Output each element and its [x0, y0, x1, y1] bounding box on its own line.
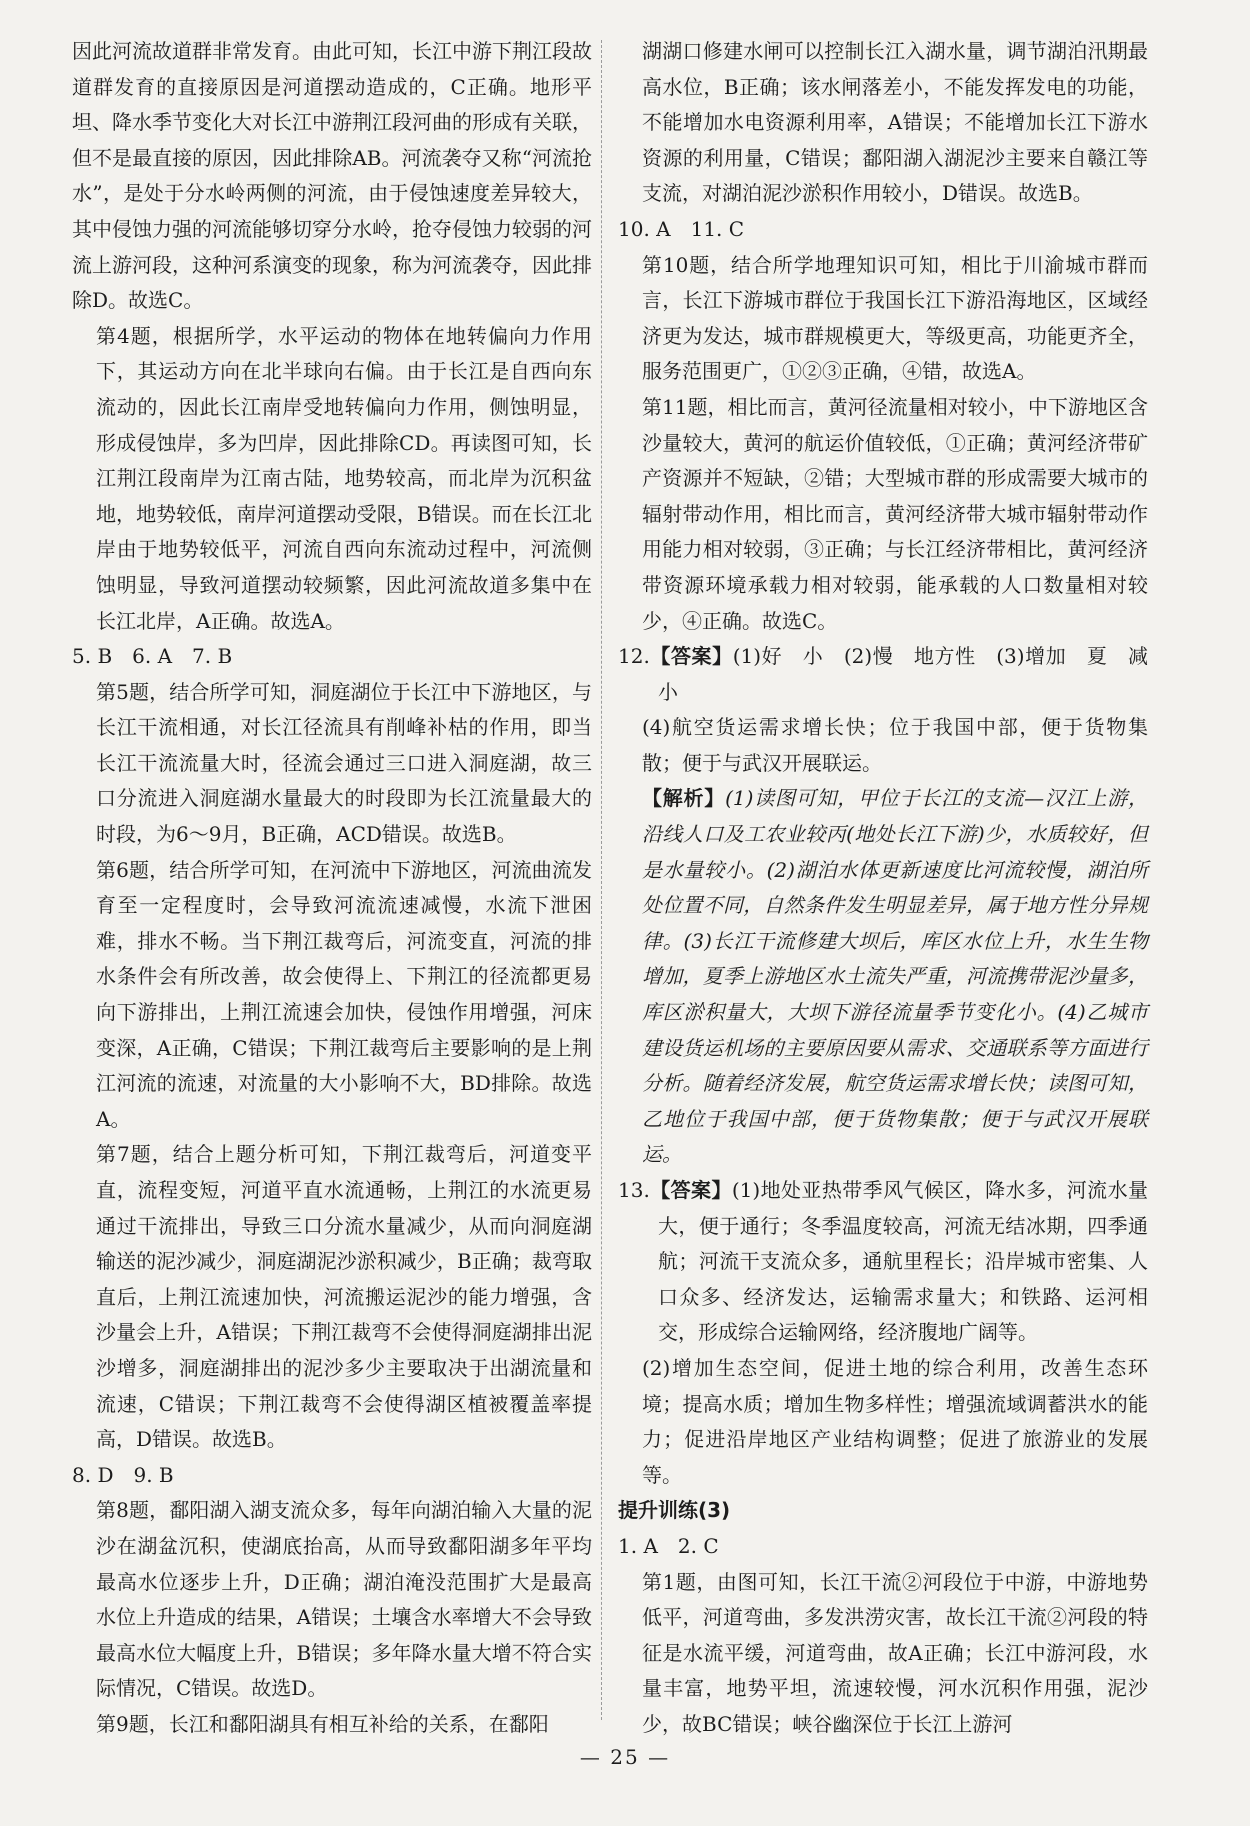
column-divider: [601, 40, 602, 1720]
analysis-tag: 【解析】: [642, 786, 726, 811]
answer-tag: 【答案】: [649, 1178, 732, 1202]
paragraph: 第7题，结合上题分析可知，下荆江裁弯后，河道变平直，流程变短，河道平直水流通畅，上荆江的水流更易通过干流排出，导致三口分流水量减少，从而向洞庭湖输送的泥沙减少，洞庭湖泥沙淤积减少，B正确；裁弯取直后，上荆江流速加快，河流搬运泥沙的能力增强，含沙量会上升，A错误；下荆江裁弯不会使得洞庭湖排出泥沙增多，洞庭湖排出的泥沙多少主要取决于出湖流量和流速，C错误；下荆江裁弯不会使得湖区植被覆盖率提高，D错误。故选B。: [96, 1142, 592, 1452]
paragraph: 第4题，根据所学，水平运动的物体在地转偏向力作用下，其运动方向在北半球向右偏。由于长江是自西向东流动的，因此长江南岸受地转偏向力作用，侧蚀明显，形成侵蚀岸，多为凹岸，因此排除CD。再读图可知，长江荆江段南岸为江南古陆，地势较高，而北岸为沉积盆地，地势较低，南岸河道摆动受限，B错误。而在长江北岸由于地势较低平，河流自西向东流动过程中，河流侧蚀明显，导致河道摆动较频繁，因此河流故道多集中在长江北岸，A正确。故选A。: [96, 323, 592, 633]
paragraph: 第9题，长江和鄱阳湖具有相互补给的关系，在鄱阳: [96, 1711, 549, 1736]
answer-tag: 【答案】: [649, 644, 733, 669]
left-column: [72, 34, 592, 1743]
answer-text: (1)好 小 (2)慢 地方性 (3)增加 夏 减小: [658, 644, 1148, 704]
paragraph: 第10题，结合所学地理知识可知，相比于川渝城市群而言，长江下游城市群位于我国长江下游沿海地区，区域经济更为发达，城市群规模更大，等级更高，功能更齐全，服务范围更广，①②③正确，④错，故选A。: [642, 252, 1148, 384]
paragraph: 第11题，相比而言，黄河径流量相对较小，中下游地区含沙量较大，黄河的航运价值较低，①正确；黄河经济带矿产资源并不短缺，②错；大型城市群的形成需要大城市的辐射带动作用，相比而言，黄河经济带大城市辐射带动作用能力相对较弱，③正确；与长江经济带相比，黄河经济带资源环境承载力相对较弱，能承载的人口数量相对较少，④正确。故选C。: [642, 394, 1148, 633]
paragraph: 湖湖口修建水闸可以控制长江入湖水量，调节湖泊汛期最高水位，B正确；该水闸落差小，不能发挥发电的功能，不能增加水电资源利用率，A错误；不能增加长江下游水资源的利用量，C错误；鄱阳湖入湖泥沙主要来自赣江等支流，对湖泊泥沙淤积作用较小，D错误。故选B。: [642, 39, 1148, 206]
analysis-paragraph: [618, 781, 1148, 1173]
right-column: [618, 34, 1148, 1743]
question-12-answer: [618, 639, 1148, 710]
analysis-text: (1)读图可知，甲位于长江的支流—汉江上游，沿线人口及工农业较丙(地处长江下游)少，水质较好，但是水量较小。(2)湖泊水体更新速度比河流较慢，湖泊所处位置不同，自然条件发生明显差异，属于地方性分异规律。(3)长江干流修建大坝后，库区水位上升，水生生物增加，夏季上游地区水土流失严重，河流携带泥沙量多，库区淤积量大，大坝下游径流量季节变化小。(4)乙城市建设货运机场的主要原因要从需求、交通联系等方面进行分析。随着经济发展，航空货运需求增长快；读图可知，乙地位于我国中部，便于货物集散；便于与武汉开展联运。: [642, 786, 1148, 1167]
page-number: — 25 —: [579, 1745, 671, 1769]
paragraph: 第6题，结合所学可知，在河流中下游地区，河流曲流发育至一定程度时，会导致河流流速减慢，水流下泄困难，排水不畅。当下荆江裁弯后，河流变直，河流的排水条件会有所改善，故会使得上、下荆江的径流都更易向下游排出，上荆江流速会加快，侵蚀作用增强，河床变深，A正确，C错误；下荆江裁弯后主要影响的是上荆江河流的流速，对流量的大小影响不大，BD排除。故选A。: [96, 857, 592, 1131]
paragraph: 第5题，结合所学可知，洞庭湖位于长江中下游地区，与长江干流相通，对长江径流具有削峰补枯的作用，即当长江干流流量大时，径流会通过三口进入洞庭湖，故三口分流进入洞庭湖水量最大的时段即为长江流量最大的时段，为6～9月，B正确，ACD错误。故选B。: [96, 679, 592, 847]
answer-text: (1)地处亚热带季风气候区，降水多，河流水量大，便于通行；冬季温度较高，河流无结冰期，四季通航；河流干支流众多，通航里程长；沿岸城市密集、人口众多、经济发达，运输需求量大；和铁路、运河相交，形成综合运输网络，经济腹地广阔等。: [658, 1178, 1148, 1345]
answer-line: 1. A 2. C: [618, 1533, 719, 1558]
question-number: 12.: [618, 644, 650, 669]
question-13-answer: [618, 1173, 1148, 1351]
paragraph: (2)增加生态空间，促进土地的综合利用，改善生态环境；提高水质；增加生物多样性；增强流域调蓄洪水的能力；促进沿岸地区产业结构调整；促进了旅游业的发展等。: [642, 1355, 1148, 1487]
paragraph: 因此河流故道群非常发育。由此可知，长江中游下荆江段故道群发育的直接原因是河道摆动造成的，C正确。地形平坦、降水季节变化大对长江中游荆江段河曲的形成有关联，但不是最直接的原因，因此排除AB。河流袭夺又称“河流抢水”，是处于分水岭两侧的河流，由于侵蚀速度差异较大，其中侵蚀力强的河流能够切穿分水岭，抢夺侵蚀力较弱的河流上游河段，这种河系演变的现象，称为河流袭夺，因此排除D。故选C。: [72, 39, 592, 313]
paragraph: 第8题，鄱阳湖入湖支流众多，每年向湖泊输入大量的泥沙在湖盆沉积，使湖底抬高，从而导致鄱阳湖多年平均最高水位逐步上升，D正确；湖泊淹没范围扩大是最高水位上升造成的结果，A错误；土壤含水率增大不会导致最高水位大幅度上升，B错误；多年降水量大增不符合实际情况，C错误。故选D。: [96, 1498, 592, 1701]
paragraph: (4)航空货运需求增长快；位于我国中部，便于货物集散；便于与武汉开展联运。: [642, 715, 1148, 775]
question-number: 13.: [618, 1178, 650, 1202]
paragraph: 第1题，由图可知，长江干流②河段位于中游，中游地势低平，河道弯曲，多发洪涝灾害，故长江干流②河段的特征是水流平缓，河道弯曲，故A正确；长江中游河段，水量丰富，地势平坦，流速较慢，河水沉积作用强，泥沙少，故BC错误；峡谷幽深位于长江上游河: [642, 1569, 1148, 1736]
answer-line: 5. B 6. A 7. B: [72, 644, 233, 669]
answer-line: 8. D 9. B: [72, 1462, 174, 1487]
section-title: 提升训练(3): [618, 1498, 731, 1523]
answer-line: 10. A 11. C: [618, 216, 745, 241]
